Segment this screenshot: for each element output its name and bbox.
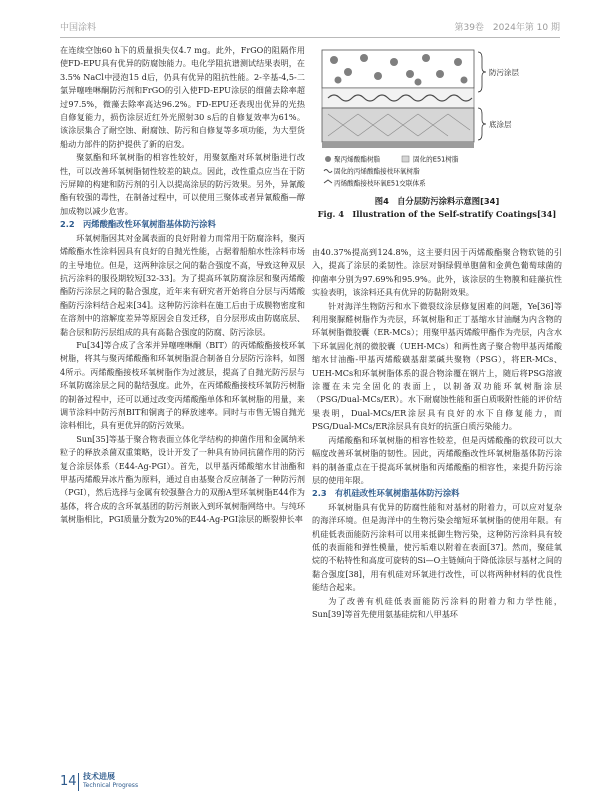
section-heading: 2.3 有机硅改性环氧树脂基体防污涂料	[312, 488, 460, 499]
transition-layer	[322, 88, 474, 108]
self-stratify-diagram	[318, 44, 560, 194]
label-base: 底涂层	[489, 120, 512, 129]
figure-caption-en: Fig. 4 Illustration of the Self-stratify Coatings[34]	[317, 209, 557, 219]
brace-top	[478, 52, 486, 92]
left-column	[60, 44, 305, 527]
paragraph: Sun[35]等基于聚合物表面立体化学结构的抑菌作用和金属纳米粒子的释放杀菌双重策略，设计开发了一种具有协同抗菌作用的防污复合涂层体系（E44-Ag-PGI）。首先，以甲基丙烯酸缩水甘油酯和甲基丙烯酸异冰片酯为原料，通过自由基聚合反应制备了一种防污剂（PGI），然后选择与金属有较强螯合力的双酚A型环氧树脂E44作为基体，将合成的含环氧基团的防污剂嵌入到环氧树脂网络中。与纯环氧树脂相比，PGI质量分数为20%的E44-Ag-PGI涂层的断裂伸长率	[60, 433, 305, 525]
legend	[324, 155, 459, 188]
running-header	[60, 20, 560, 34]
paragraph: 环氧树脂因其对金属表面的良好附着力而常用于防腐涂料，聚丙烯酸酯水性涂料因具有良好的自抛光性能，占据着船舶水性涂料市场的主导地位。但是，这两种涂层之间的黏合强度不高，导致这种双层抗污涂料的服役期较短[32-33]。为了提高环氧防腐涂层和聚丙烯酸酯防污涂层之间的黏合强度，近年来有研究者开始将自分层与丙烯酸酯防污涂料结合起来[34]。这种防污涂料在施工后由于成膜物密度和在溶剂中的溶解度差异等原因会自发迁移，自分层形成由防腐底层、黏合层和防污层组成的具有高黏合强度的防腐、防污涂层。	[60, 232, 305, 337]
legend-item: 固化的丙烯酸酯接枝环氧树脂	[334, 167, 420, 176]
page-number: 14	[60, 774, 77, 789]
paragraph: 由40.37%提高到124.8%，这主要归因于丙烯酸酯聚合物软链的引入，提高了涂层的柔韧性。涂层对铜绿假单胞菌和金黄色葡萄球菌的抑菌率分别为97.69%和95.9%。此外，该涂层的生物膜和硅藻抗性实验表明，该涂料还具有优异的防黏附效果。	[312, 247, 562, 298]
antifouling-layer	[322, 50, 474, 88]
figure-4	[318, 44, 560, 194]
legend-item: 聚丙烯酸酯树脂	[334, 155, 381, 164]
paragraph: 在连续空蚀60 h下的质量损失仅4.7 mg。此外，FrGO的阻隔作用使FD-EPU具有优异的防腐蚀能力。电化学阻抗谱测试结果表明，在3.5% NaCl中浸泡15 d后，仍具有优异的阻抗性能。2-辛基-4,5-二氯异噻唑啉酮防污剂和FrGO的引入使FD-EPU涂层的细菌去除率超过97.5%，微藻去除率高达96.2%。FD-EPU还表现出优异的光热自修复能力，损伤涂层近红外光照射30 s后的自修复效率为61%。该涂层集合了耐空蚀、耐腐蚀、防污和自修复等多项功能，为大型货船动力部件的防护提供了新的启发。	[60, 45, 305, 149]
volume-issue: 第39卷 2024年第 10 期	[454, 23, 560, 33]
brace-bottom	[478, 108, 486, 140]
legend-item: 固化的E51树脂	[413, 155, 459, 164]
paragraph: 针对海洋生物防污和水下微裂纹涂层修复困难的问题，Ye[36]等利用聚脲醛树脂作为壳层，环氧树脂和正丁基缩水甘油醚为内含物的环氧树脂微胶囊（ER-MCs）；用聚甲基丙烯酸甲酯作为壳层，内含水下环氧固化剂的微胶囊（UEH-MCs）和两性离子聚合物甲基丙烯酸缩水甘油酯-甲基丙烯酸磺基甜菜碱共聚物（PSG），将ER-MCs、UEH-MCs和环氧树脂体系的混合物涂覆在钢片上，随后将PSG溶液涂覆在未完全固化的表面上，以制备双功能环氧树脂涂层（PSG/Dual-MCs/ER）。水下耐腐蚀性能和蛋白质吸附性能的评价结果表明，Dual-MCs/ER涂层具有良好的水下自修复能力，而PSG/Dual-MCs/ER涂层具有良好的抗蛋白质污染能力。	[312, 300, 562, 432]
section-heading: 2.2 丙烯酸酯改性环氧树脂基体防污涂料	[60, 219, 216, 230]
paragraph: 为了改善有机硅低表面能防污涂料的附着力和力学性能，Sun[39]等首先使用氨基硅烷和八甲基环	[312, 595, 562, 619]
base-layer	[322, 108, 474, 142]
paragraph: 环氧树脂具有优异的防腐性能和对基材的附着力，可以应对复杂的海洋环境。但是海洋中的生物污染会缩短环氧树脂的使用年限。有机硅低表面能防污涂料可以用来抵御生物污染，这种防污涂料具有较低的表面能和弹性模量，使污垢难以附着在表面[37]。然而，聚硅氧烷的不粘特性和高度可旋转的Si—O主链倾向于降低涂层与基材之间的黏合强度[38]，用有机硅对环氧进行改性，可以将两种材料的优良性能结合起来。	[312, 501, 562, 593]
paragraph: Fu[34]等合成了含苯并异噻唑啉酮（BIT）的丙烯酸酯接枝环氧树脂，将其与聚丙烯酸酯和环氧树脂混合制备自分层防污涂料，如图4所示。丙烯酸酯接枝环氧树脂作为过渡层，提高了自抛光防污层与环氧防腐涂层之间的黏结强度。此外，在丙烯酸酯接枝环氧防污树脂的制备过程中，还可以通过改变丙烯酸酯单体和环氧树脂的用量，来调节涂料中防污剂BIT和铜离子的释放速率。同时与市售无锡自抛光涂料相比，具有更优异的防污效果。	[60, 339, 305, 431]
right-column	[312, 246, 562, 621]
footer-divider	[78, 773, 79, 791]
legend-item: 丙烯酸酯接枝环氧E51交联体系	[334, 179, 426, 188]
journal-name: 中国涂料	[60, 23, 97, 33]
paragraph: 聚氨酯和环氧树脂的相容性较好，用聚氨酯对环氧树脂进行改性，可以改善环氧树脂韧性较差的缺点。因此，改性重点应当在于防污屏障的构建和防污剂的引入以提高涂层的防污效果。另外，异氰酸酯有较强的毒性，在制备过程中，可以使用三聚体或者异氰酸酯—醇加成物以减少危害。	[60, 152, 305, 216]
footer-section-en: Technical Progress	[83, 782, 139, 789]
label-antifouling: 防污涂层	[489, 68, 519, 77]
paragraph: 丙烯酸酯和环氧树脂的相容性较差，但是丙烯酸酯的软段可以大幅度改善环氧树脂的韧性。因此，丙烯酸酯改性环氧树脂基体防污涂料的制备重点在于提高环氧树脂和丙烯酸酯的相容性，来提升防污涂层的使用年限。	[312, 434, 562, 485]
substrate	[322, 142, 474, 148]
footer-section-cn: 技术进展	[83, 772, 115, 781]
header-rule	[60, 37, 560, 38]
figure-caption-cn: 图4 自分层防污涂料示意图[34]	[374, 196, 500, 206]
